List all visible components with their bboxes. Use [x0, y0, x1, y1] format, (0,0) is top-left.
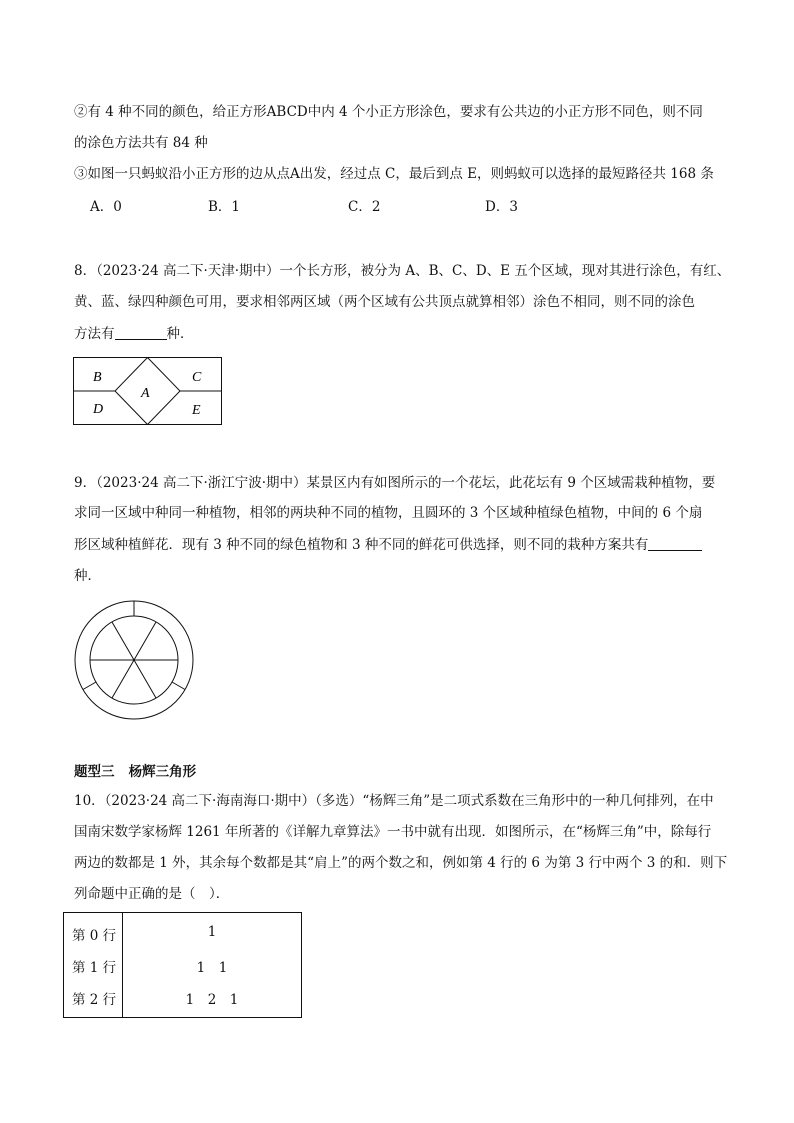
q10-line1: 10．（2023·24 高二下·海南海口·期中）（多选）“杨辉三角”是二项式系数在三角形中的一种几何排列，在中 — [74, 793, 714, 809]
row-label: 第 0 行 — [72, 928, 117, 944]
region-a-label: A — [141, 386, 150, 401]
row-values: 1 1 — [196, 960, 228, 976]
answer-blank — [648, 536, 702, 551]
row-values: 1 2 1 — [185, 992, 239, 1008]
q8-line3-pre: 方法有 — [74, 326, 115, 342]
q7-item2-line1: ②有 4 种不同的颜色，给正方形ABCD中内 4 个小正方形涂色，要求有公共边的小正方形不同色，则不同 — [74, 104, 703, 120]
region-c-label: C — [192, 370, 202, 385]
section-heading — [74, 760, 196, 780]
choice-c: C．2 — [348, 199, 381, 215]
q10-line2: 国南宋数学家杨辉 1261 年所著的《详解九章算法》一书中就有出现．如图所示，在“杨辉三角”中，除每行 — [74, 824, 712, 840]
yanghui-triangle-table — [63, 912, 302, 1018]
q8-line3-post: 种． — [166, 326, 194, 342]
q7-item3: ③如图一只蚂蚁沿小正方形的边从点A出发，经过点 C，最后到点 E，则蚂蚁可以选择的最短路径共 168 条 — [74, 166, 714, 182]
row-label: 第 1 行 — [72, 960, 117, 976]
region-d-label: D — [93, 402, 104, 417]
section-title: 杨辉三角形 — [128, 764, 197, 780]
q10-line4: 列命题中正确的是（ ）． — [74, 886, 230, 902]
row-label: 第 2 行 — [72, 992, 117, 1008]
region-e-label: E — [192, 403, 201, 418]
region-b-label: B — [93, 370, 102, 385]
q8-line1: 8．（2023·24 高二下·天津·期中）一个长方形，被分为 A、B、C、D、E 五个区域，现对其进行涂色，有红、 — [74, 263, 731, 279]
q9-line3-text: 形区域种植鲜花．现有 3 种不同的绿色植物和 3 种不同的鲜花可供选择，则不同的栽种方案共有 — [74, 537, 649, 553]
q8-line2: 黄、蓝、绿四种颜色可用，要求相邻两区域（两个区域有公共顶点就算相邻）涂色不相同，则不同的涂色 — [74, 294, 695, 310]
row-values: 1 — [207, 924, 217, 940]
q9-line3 — [74, 535, 702, 555]
answer-blank — [115, 325, 167, 340]
q10-line3: 两边的数都是 1 外，其余每个数都是其“肩上”的两个数之和，例如第 4 行的 6 为第 3 行中两个 3 的和．则下 — [74, 855, 728, 871]
section-label: 题型三 — [74, 764, 115, 780]
flower-bed-figure — [70, 600, 198, 720]
q9-line1: 9．（2023·24 高二下·浙江宁波·期中）某景区内有如图所示的一个花坛，此花坛有 9 个区域需栽种植物，要 — [74, 475, 716, 491]
q9-line4: 种． — [74, 568, 101, 584]
q7-item2-line2: 的涂色方法共有 84 种 — [74, 135, 208, 151]
q9-line2: 求同一区域中种同一种植物，相邻的两块种不同的植物，且圆环的 3 个区域种植绿色植物，中间的 6 个扇 — [74, 505, 703, 521]
choice-b: B．1 — [208, 199, 241, 215]
choice-d: D．3 — [485, 199, 518, 215]
choice-a: A．0 — [90, 199, 122, 215]
q8-line3 — [74, 324, 194, 344]
rectangle-regions-figure — [73, 357, 223, 426]
